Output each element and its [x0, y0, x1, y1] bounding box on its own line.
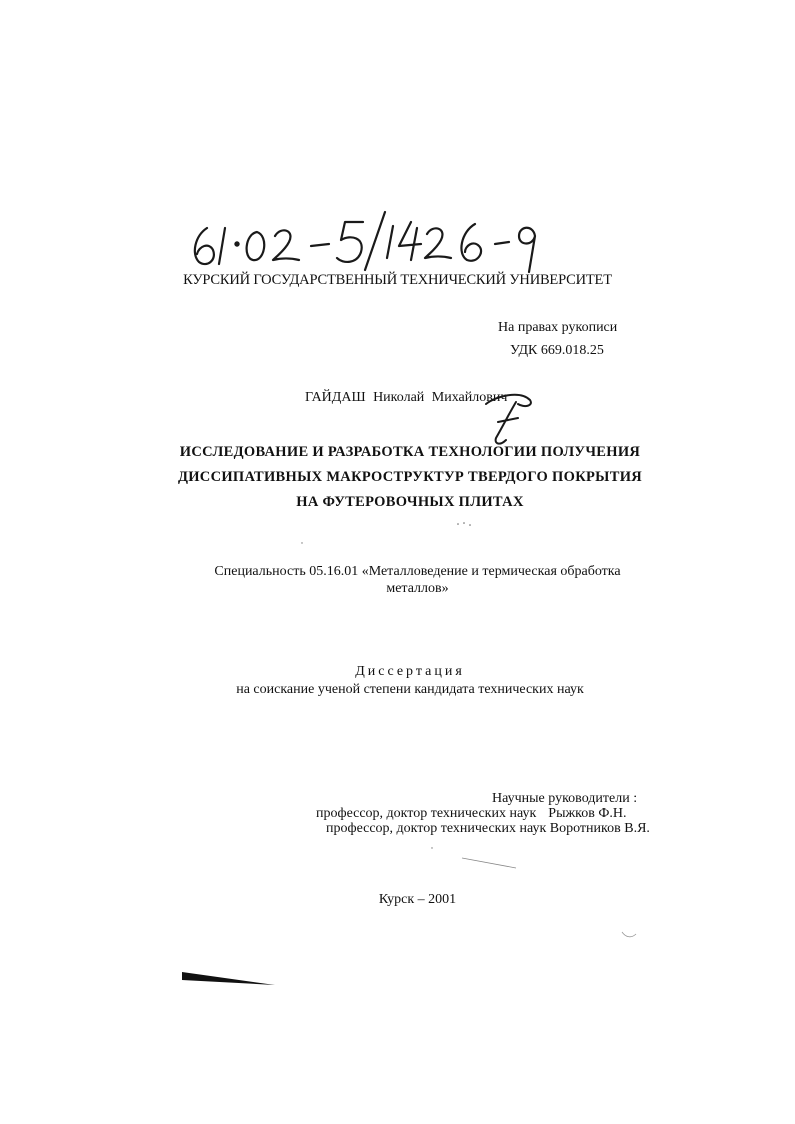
- advisor-2: профессор, доктор технических наук Воротников В.Я.: [326, 821, 650, 836]
- manuscript-rights-label: На правах рукописи: [498, 320, 618, 335]
- scan-dot: [301, 542, 302, 543]
- faint-pen-line: [462, 858, 516, 868]
- advisors-heading: Научные руководители :: [492, 791, 638, 806]
- dissertation-title-line-3: НА ФУТЕРОВОЧНЫХ ПЛИТАХ: [296, 494, 524, 510]
- handwritten-initials-mark: [480, 388, 540, 450]
- dissertation-title-line-2: ДИССИПАТИВНЫХ МАКРОСТРУКТУР ТВЕРДОГО ПОКРЫТИЯ: [177, 469, 643, 485]
- faint-mark: [622, 932, 636, 937]
- scan-dot: [431, 847, 432, 848]
- advisor-1-name: Рыжков Ф.Н.: [548, 806, 627, 821]
- specialty-line-2: металлов»: [386, 581, 449, 596]
- scan-dot: [463, 522, 465, 524]
- degree-purpose: на соискание ученой степени кандидата технических наук: [236, 682, 584, 697]
- dissertation-title-line-1: ИССЛЕДОВАНИЕ И РАЗРАБОТКА ТЕХНОЛОГИИ ПОЛУЧЕНИЯ: [179, 444, 641, 460]
- udk-code: УДК 669.018.25: [510, 343, 604, 358]
- handwritten-archive-number: [185, 206, 545, 276]
- scan-dot: [469, 524, 471, 526]
- scan-dot: [457, 523, 459, 525]
- advisor-1: [316, 806, 627, 822]
- city-year: Курск – 2001: [378, 892, 457, 907]
- document-type-heading: Диссертация: [355, 664, 465, 679]
- advisor-1-role: профессор, доктор технических наук: [316, 806, 537, 821]
- university-name: КУРСКИЙ ГОСУДАРСТВЕННЫЙ ТЕХНИЧЕСКИЙ УНИВЕРСИТЕТ: [183, 272, 612, 288]
- author-name: ГАЙДАШ Николай Михайлович: [305, 390, 508, 405]
- specialty-line-1: Специальность 05.16.01 «Металловедение и термическая обработка: [214, 564, 621, 579]
- scan-edge-shadow: [182, 972, 275, 985]
